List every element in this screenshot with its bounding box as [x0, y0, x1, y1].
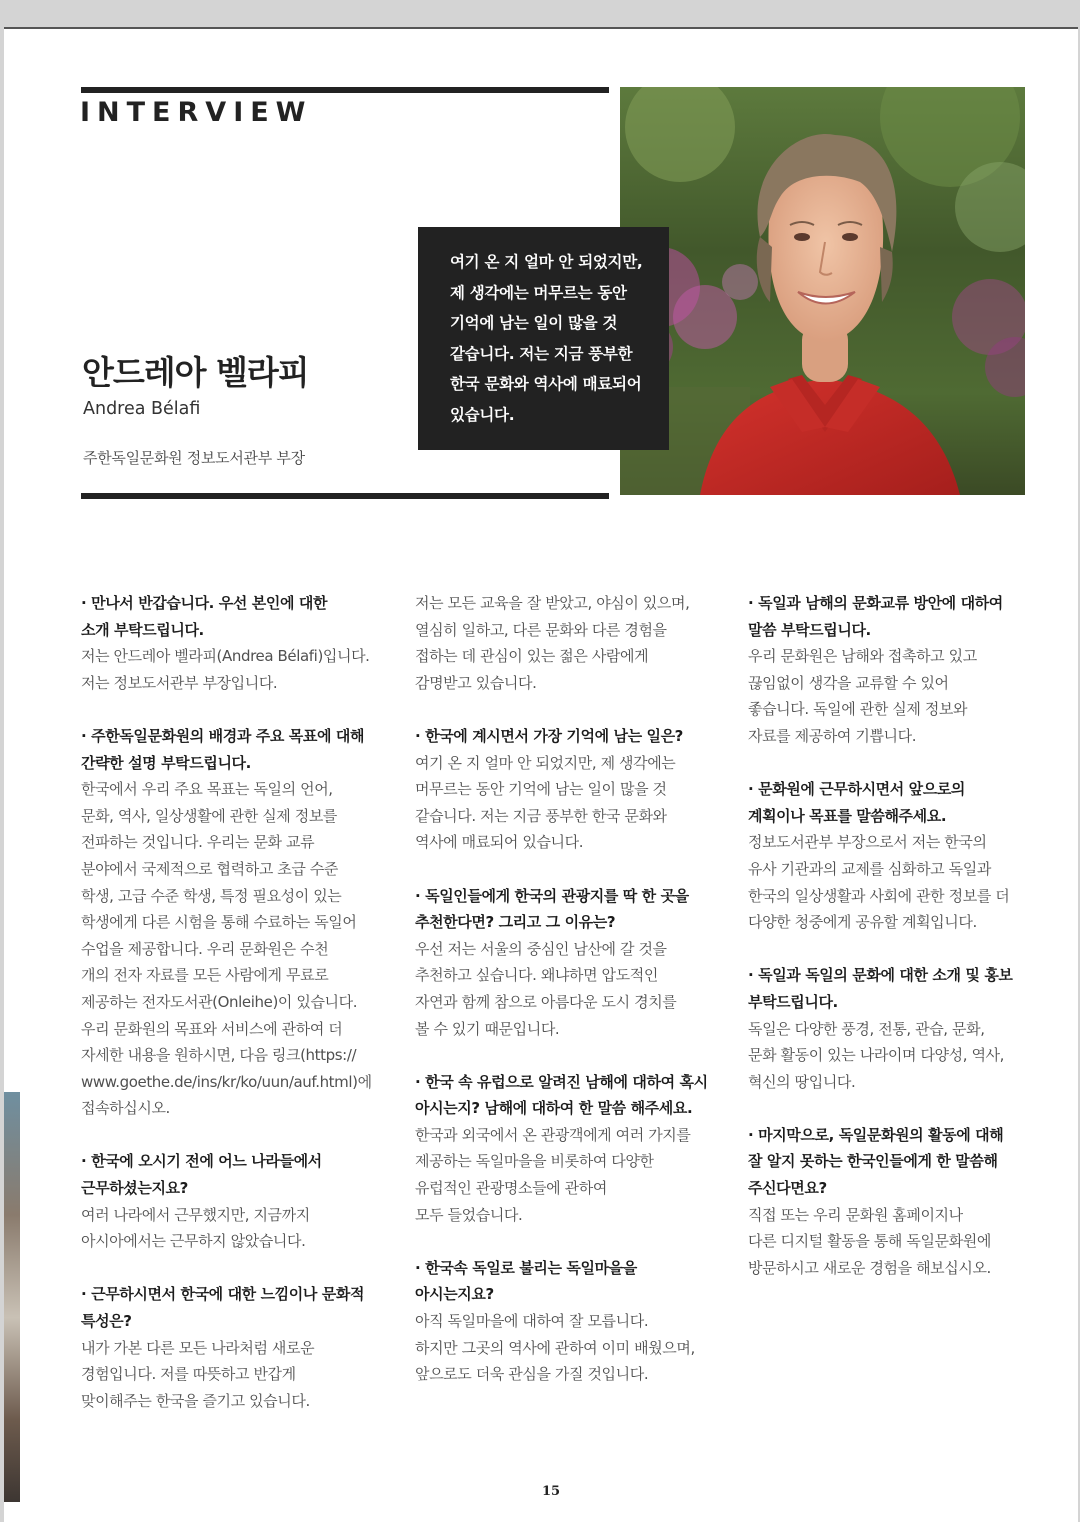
interview-question: · 근무하시면서 한국에 대한 느낌이나 문화적 특성은? [81, 1285, 365, 1331]
qa-block [748, 962, 1053, 1095]
interview-answer: 아직 독일마을에 대하여 잘 모릅니다. 하지만 그곳의 역사에 관하여 이미 배웠으며, 앞으로도 더욱 관심을 가질 것입니다. [415, 1312, 695, 1384]
interview-answer: 한국과 외국에서 온 관광객에게 여러 가지를 제공하는 독일마을을 비롯하여 다양한 유럽적인 관광명소들에 관하여 모두 들었습니다. [415, 1125, 691, 1224]
interview-answer: 여러 나라에서 근무했지만, 지금까지 아시아에서는 근무하지 않았습니다. [81, 1205, 310, 1251]
interview-question: · 독일과 남해의 문화교류 방안에 대하여 말씀 부탁드립니다. [748, 594, 1003, 639]
interview-answer: 한국에서 우리 주요 목표는 독일의 언어, 문화, 역사, 일상생활에 관한 실제 정보를 전파하는 것입니다. 우리는 문화 교류 분야에서 국제적으로 협력하고 초급 수준 학생, 고급 수준 학생, 특정 필요성이 있는 학생에게 다른 시험을 통해 수료하는 독일어 수업을 제공합니다. 우리 문화원은 수천 개의 전자 자료를 모든 사람에게 무료로 제공하는 전자도서관(Onleihe)이 있습니다. 우리 문화원의 목표와 서비스에 관하여 더 자세한 내용을 원하시면, 다음 링크(https:// www.goethe.de/ins/kr/ko/uun/auf.html)에 접속하십시오. [81, 780, 372, 1118]
interview-question: · 문화원에 근무하시면서 앞으로의 계획이나 목표를 말씀해주세요. [748, 780, 966, 825]
interview-question: · 만나서 반갑습니다. 우선 본인에 대한 소개 부탁드립니다. [81, 594, 328, 639]
magazine-page [4, 27, 1078, 1522]
interview-column-1 [81, 590, 386, 1441]
adjacent-page-photo-strip [4, 1092, 20, 1502]
interview-question: · 주한독일문화원의 배경과 주요 목표에 대해 간략한 설명 부탁드립니다. [81, 726, 365, 772]
interview-question: · 마지막으로, 독일문화원의 활동에 대해 잘 알지 못하는 한국인들에게 한 말씀해 주신다면요? [748, 1125, 1004, 1198]
pull-quote-box [418, 227, 669, 450]
interview-question: · 한국에 계시면서 가장 기억에 남는 일은? [415, 726, 683, 745]
interview-column-3 [748, 590, 1053, 1308]
portrait-photo [620, 87, 1025, 495]
qa-block-continued [415, 590, 720, 696]
interview-answer: 독일은 다양한 풍경, 전통, 관습, 문화, 문화 활동이 있는 나라이며 다양성, 역사, 혁신의 땅입니다. [748, 1019, 1005, 1091]
header-bottom-rule [81, 493, 609, 499]
qa-block [415, 1069, 720, 1229]
qa-block [81, 723, 386, 1122]
interview-answer: 여기 온 지 얼마 안 되었지만, 제 생각에는 머무르는 동안 기억에 남는 일이 많을 것 같습니다. 저는 지금 풍부한 한국 문화와 역사에 매료되어 있습니다. [415, 753, 676, 852]
qa-block [81, 1281, 386, 1414]
interview-answer: 저는 모든 교육을 잘 받았고, 야심이 있으며, 열심히 일하고, 다른 문화와 다른 경험을 접하는 데 관심이 있는 젊은 사람에게 감명받고 있습니다. [415, 594, 690, 692]
header-top-rule [81, 87, 609, 93]
section-title: INTERVIEW [80, 97, 313, 128]
pull-quote-text: 여기 온 지 얼마 안 되었지만, 제 생각에는 머무르는 동안 기억에 남는 일이 많을 것 같습니다. 저는 지금 풍부한 한국 문화와 역사에 매료되어 있습니다. [450, 253, 643, 424]
interview-question: · 독일인들에게 한국의 관광지를 딱 한 곳을 추천한다면? 그리고 그 이유는? [415, 886, 689, 932]
interviewee-position: 주한독일문화원 정보도서관부 부장 [83, 449, 305, 467]
qa-block [415, 883, 720, 1043]
page-number: 15 [542, 1484, 561, 1499]
interview-answer: 우선 저는 서울의 중심인 남산에 갈 것을 추천하고 싶습니다. 왜냐하면 압도적인 자연과 함께 참으로 아름다운 도시 경치를 볼 수 있기 때문입니다. [415, 939, 677, 1038]
interview-question: · 독일과 독일의 문화에 대한 소개 및 홍보 부탁드립니다. [748, 966, 1013, 1011]
qa-block [81, 1148, 386, 1254]
interview-answer: 우리 문화원은 남해와 접촉하고 있고 끊임없이 생각을 교류할 수 있어 좋습니다. 독일에 관한 실제 정보와 자료를 제공하여 기쁩니다. [748, 647, 977, 745]
qa-block [748, 1122, 1053, 1282]
interview-question: · 한국속 독일로 불리는 독일마을을 아시는지요? [415, 1258, 637, 1304]
interview-question: · 한국에 오시기 전에 어느 나라들에서 근무하셨는지요? [81, 1152, 322, 1198]
interview-answer: 직접 또는 우리 문화원 홈페이지나 다른 디지털 활동을 통해 독일문화원에 방문하시고 새로운 경험을 해보십시오. [748, 1205, 991, 1277]
interview-column-2 [415, 590, 720, 1414]
interviewee-name-english: Andrea Bélafi [83, 399, 201, 419]
interview-answer: 정보도서관부 부장으로서 저는 한국의 유사 기관과의 교제를 심화하고 독일과 한국의 일상생활과 사회에 관한 정보를 더 다양한 청중에게 공유할 계획입니다. [748, 833, 1010, 932]
interview-question: · 한국 속 유럽으로 알려진 남해에 대하여 혹시 아시는지? 남해에 대하여 한 말씀 해주세요. [415, 1072, 708, 1118]
qa-block [415, 723, 720, 856]
qa-block [748, 590, 1053, 750]
qa-block [81, 590, 386, 696]
qa-block [415, 1255, 720, 1388]
interviewee-name-korean: 안드레아 벨라피 [82, 353, 309, 392]
qa-block [748, 776, 1053, 936]
interview-answer: 내가 가본 다른 모든 나라처럼 새로운 경험입니다. 저를 따뜻하고 반갑게 맞이해주는 한국을 즐기고 있습니다. [81, 1338, 315, 1410]
interview-answer: 저는 안드레아 벨라피(Andrea Bélafi)입니다. 저는 정보도서관부 부장입니다. [81, 647, 370, 692]
